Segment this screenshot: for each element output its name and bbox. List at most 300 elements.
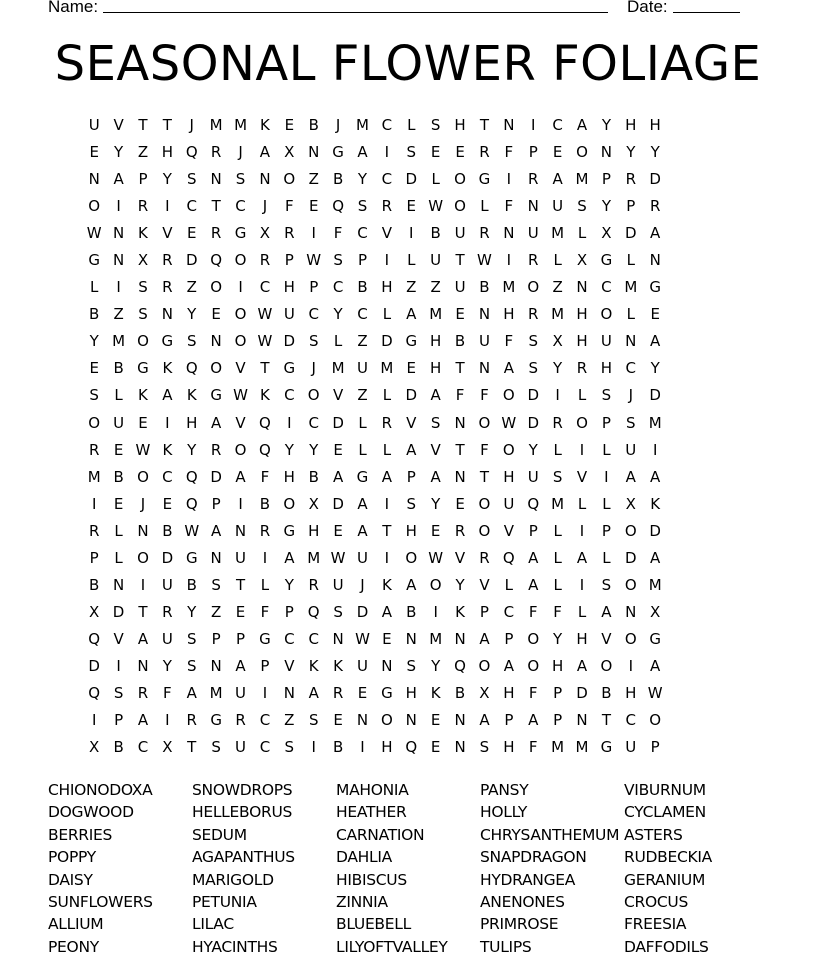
grid-letter: K <box>260 116 270 134</box>
grid-letter: W <box>257 305 273 324</box>
word-list-item: BLUEBELL <box>336 915 411 934</box>
grid-letter: N <box>454 413 466 432</box>
grid-letter: G <box>332 143 344 162</box>
grid-letter: I <box>116 656 121 675</box>
grid-letter: H <box>186 413 198 432</box>
grid-letter: C <box>284 386 295 405</box>
grid-letter: I <box>506 170 512 189</box>
grid-letter: R <box>210 224 222 243</box>
grid-letter: Q <box>307 602 320 621</box>
grid-letter: T <box>138 116 148 134</box>
grid-letter: B <box>454 683 466 702</box>
grid-letter: D <box>576 683 588 702</box>
grid-letter: M <box>648 575 662 594</box>
grid-letter: Q <box>210 251 223 270</box>
grid-letter: N <box>137 521 149 540</box>
grid-letter: D <box>625 224 637 243</box>
word-list-item: HYDRANGEA <box>480 870 576 889</box>
grid-letter: P <box>479 602 489 621</box>
word-list-item: HIBISCUS <box>336 870 407 889</box>
grid-letter: O <box>576 413 588 432</box>
grid-letter: F <box>480 386 489 405</box>
grid-letter: B <box>113 467 124 486</box>
grid-letter: C <box>625 359 637 378</box>
grid-letter: W <box>135 440 151 459</box>
grid-letter: F <box>260 467 270 486</box>
grid-letter: O <box>210 278 223 297</box>
grid-letter: B <box>332 738 344 757</box>
grid-letter: M <box>331 359 345 378</box>
grid-letter: H <box>576 629 588 648</box>
grid-letter: S <box>211 738 221 757</box>
grid-letter: A <box>576 548 588 567</box>
grid-letter: I <box>409 224 414 243</box>
grid-letter: P <box>601 170 611 189</box>
grid-letter: B <box>89 305 100 324</box>
grid-letter: T <box>260 359 270 378</box>
grid-letter: G <box>649 278 661 297</box>
grid-letter: E <box>235 602 246 621</box>
grid-letter: B <box>113 738 124 757</box>
grid-letter: P <box>553 711 563 730</box>
grid-letter: U <box>357 656 368 675</box>
grid-letter: N <box>649 251 661 270</box>
grid-letter: L <box>114 521 123 540</box>
grid-letter: N <box>600 143 613 162</box>
grid-letter: H <box>625 683 637 702</box>
grid-letter: U <box>527 467 539 486</box>
grid-letter: F <box>504 143 514 162</box>
grid-letter: V <box>235 413 246 432</box>
grid-letter: C <box>235 197 246 216</box>
grid-letter: M <box>551 494 565 513</box>
grid-letter: K <box>162 440 173 459</box>
grid-letter: R <box>479 548 490 567</box>
grid-letter: A <box>528 575 539 594</box>
grid-letter: R <box>259 251 271 270</box>
grid-letter: W <box>355 629 370 648</box>
grid-letter: R <box>332 683 344 702</box>
grid-letter: H <box>576 305 588 324</box>
grid-letter: N <box>259 170 271 189</box>
grid-letter: T <box>479 116 490 134</box>
grid-letter: O <box>234 332 247 351</box>
grid-letter: K <box>186 386 197 405</box>
grid-letter: Z <box>211 602 222 621</box>
word-list-item: AGAPANTHUS <box>192 848 295 867</box>
grid-letter: C <box>503 602 515 621</box>
grid-letter: X <box>89 602 100 621</box>
grid-letter: N <box>112 575 125 594</box>
grid-letter: O <box>527 629 540 648</box>
grid-letter: F <box>260 602 270 621</box>
grid-letter: N <box>112 224 125 243</box>
grid-letter: O <box>137 548 149 567</box>
date-label: Date: <box>627 0 668 16</box>
grid-letter: Y <box>89 332 99 351</box>
grid-letter: O <box>502 386 515 405</box>
grid-letter: G <box>234 224 247 243</box>
grid-letter: S <box>601 575 612 594</box>
word-list-item: DAFFODILS <box>624 937 709 956</box>
grid-letter: Y <box>187 602 197 621</box>
grid-letter: R <box>162 602 173 621</box>
grid-letter: X <box>284 143 295 162</box>
grid-letter: P <box>284 602 294 621</box>
grid-letter: U <box>235 548 247 567</box>
grid-letter: N <box>503 116 515 134</box>
grid-letter: R <box>259 521 271 540</box>
grid-letter: C <box>259 278 271 297</box>
grid-letter: E <box>455 305 465 324</box>
grid-letter: S <box>138 305 148 324</box>
grid-letter: E <box>406 197 417 216</box>
grid-letter: K <box>650 494 661 513</box>
grid-letter: D <box>356 602 369 621</box>
grid-letter: V <box>406 413 417 432</box>
grid-letter: Q <box>88 629 101 648</box>
grid-letter: N <box>234 521 247 540</box>
grid-letter: T <box>187 738 197 757</box>
grid-letter: D <box>332 494 344 513</box>
grid-letter: A <box>430 467 441 486</box>
grid-letter: V <box>235 359 246 378</box>
grid-letter: L <box>382 440 392 459</box>
grid-letter: H <box>503 683 515 702</box>
grid-letter: W <box>477 251 492 270</box>
grid-letter: A <box>650 224 661 243</box>
grid-letter: O <box>454 170 466 189</box>
word-list-item: LILAC <box>192 915 234 934</box>
grid-letter: Y <box>553 359 563 378</box>
grid-letter: E <box>406 359 417 378</box>
word-list-item: GERANIUM <box>624 870 706 889</box>
grid-letter: N <box>625 332 637 351</box>
grid-letter: I <box>311 738 316 757</box>
grid-letter: B <box>89 575 100 594</box>
grid-letter: I <box>238 278 243 297</box>
grid-letter: B <box>186 575 197 594</box>
grid-letter: Z <box>552 278 563 297</box>
grid-letter: L <box>553 548 562 567</box>
grid-letter: A <box>357 143 368 162</box>
grid-letter: H <box>283 278 295 297</box>
grid-letter: G <box>381 683 393 702</box>
grid-letter: P <box>260 656 270 675</box>
grid-letter: E <box>455 494 465 513</box>
grid-letter: N <box>161 305 173 324</box>
grid-letter: C <box>162 467 173 486</box>
word-list-item: PANSY <box>480 781 529 799</box>
grid-letter: Y <box>284 440 294 459</box>
grid-letter: Y <box>162 170 172 189</box>
grid-letter: N <box>405 629 417 648</box>
grid-letter: N <box>478 305 491 324</box>
grid-letter: I <box>384 548 390 567</box>
grid-letter: N <box>210 332 222 351</box>
grid-letter: X <box>552 332 563 351</box>
grid-letter: E <box>187 224 197 243</box>
grid-letter: B <box>454 332 466 351</box>
grid-letter: E <box>333 440 343 459</box>
grid-letter: I <box>604 467 609 486</box>
grid-letter: R <box>186 711 197 730</box>
grid-letter: H <box>161 143 173 162</box>
grid-letter: O <box>624 629 637 648</box>
grid-letter: S <box>308 711 319 730</box>
grid-letter: P <box>114 711 124 730</box>
grid-letter: O <box>307 386 320 405</box>
grid-letter: W <box>233 386 248 405</box>
grid-letter: S <box>357 197 368 216</box>
grid-letter: E <box>552 143 563 162</box>
grid-letter: U <box>161 629 173 648</box>
grid-letter: N <box>454 738 466 757</box>
grid-letter: T <box>162 116 172 134</box>
grid-letter: H <box>454 116 466 134</box>
grid-letter: U <box>357 548 368 567</box>
grid-letter: Y <box>357 170 368 189</box>
grid-letter: A <box>576 116 588 134</box>
date-line <box>673 12 740 13</box>
grid-letter: H <box>551 656 564 675</box>
grid-letter: N <box>625 602 637 621</box>
grid-letter: M <box>356 116 369 134</box>
grid-letter: D <box>332 413 344 432</box>
grid-letter: N <box>527 197 539 216</box>
grid-letter: F <box>504 197 514 216</box>
grid-letter: Z <box>186 278 197 297</box>
word-list-item: VIBURNUM <box>624 781 706 799</box>
grid-letter: F <box>163 683 172 702</box>
grid-letter: G <box>210 386 222 405</box>
word-list-item: ZINNIA <box>336 892 388 911</box>
grid-letter: K <box>138 386 148 405</box>
grid-letter: I <box>506 251 512 270</box>
word-list-item: CHIONODOXA <box>48 781 153 799</box>
grid-letter: L <box>577 224 587 243</box>
grid-letter: R <box>210 143 222 162</box>
grid-letter: F <box>455 386 465 405</box>
word-list-item: CYCLAMEN <box>624 803 706 822</box>
grid-letter: P <box>211 629 221 648</box>
grid-letter: V <box>576 467 588 486</box>
grid-letter: A <box>576 656 588 675</box>
grid-letter: U <box>552 197 564 216</box>
grid-letter: A <box>357 521 368 540</box>
grid-letter: M <box>648 413 662 432</box>
grid-letter: L <box>260 575 270 594</box>
grid-letter: C <box>284 629 295 648</box>
grid-letter: N <box>210 170 222 189</box>
grid-letter: O <box>527 656 540 675</box>
grid-letter: O <box>283 494 296 513</box>
word-list-item: HYACINTHS <box>192 937 278 956</box>
grid-letter: C <box>308 305 319 324</box>
grid-letter: S <box>333 602 343 621</box>
grid-letter: B <box>430 224 441 243</box>
grid-letter: R <box>284 224 295 243</box>
grid-letter: A <box>235 467 246 486</box>
grid-letter: Z <box>430 278 441 297</box>
grid-letter: U <box>625 738 637 757</box>
grid-letter: U <box>430 251 442 270</box>
word-list-item: ASTERS <box>624 825 683 844</box>
grid-letter: I <box>140 575 146 594</box>
word-list-item: ANENONES <box>480 892 565 911</box>
grid-letter: N <box>332 629 344 648</box>
grid-letter: A <box>113 170 124 189</box>
grid-letter: P <box>601 413 611 432</box>
grid-letter: E <box>162 494 173 513</box>
grid-letter: A <box>406 575 417 594</box>
grid-letter: J <box>140 494 146 513</box>
grid-letter: B <box>259 494 271 513</box>
grid-letter: N <box>356 711 369 730</box>
grid-letter: M <box>624 278 638 297</box>
grid-letter: R <box>479 143 490 162</box>
grid-letter: C <box>308 629 319 648</box>
grid-letter: V <box>332 386 344 405</box>
grid-letter: I <box>238 494 243 513</box>
grid-letter: S <box>528 359 538 378</box>
grid-letter: E <box>284 116 295 134</box>
grid-letter: Y <box>187 305 197 324</box>
grid-letter: D <box>649 521 661 540</box>
grid-letter: L <box>382 305 392 324</box>
grid-letter: O <box>478 413 491 432</box>
grid-letter: P <box>528 143 538 162</box>
word-list-item: SEDUM <box>192 825 247 844</box>
grid-letter: A <box>650 467 661 486</box>
grid-letter: O <box>454 197 466 216</box>
grid-letter: H <box>381 278 393 297</box>
grid-letter: D <box>405 170 418 189</box>
grid-letter: Y <box>626 143 636 162</box>
grid-letter: I <box>165 197 170 216</box>
word-list-item: RUDBECKIA <box>624 848 712 867</box>
grid-letter: K <box>162 359 173 378</box>
grid-letter: J <box>189 116 194 134</box>
grid-letter: F <box>528 602 538 621</box>
grid-letter: X <box>137 251 149 270</box>
grid-letter: M <box>429 629 443 648</box>
grid-letter: T <box>455 440 465 459</box>
grid-letter: U <box>113 413 125 432</box>
word-list-item: DAHLIA <box>336 848 392 867</box>
grid-letter: S <box>89 386 99 405</box>
grid-letter: O <box>478 494 491 513</box>
grid-letter: F <box>285 197 294 216</box>
grid-letter: H <box>503 738 515 757</box>
grid-letter: F <box>553 602 562 621</box>
grid-letter: X <box>650 602 661 621</box>
grid-letter: J <box>335 116 341 134</box>
grid-letter: O <box>137 467 149 486</box>
grid-letter: M <box>551 224 565 243</box>
grid-letter: S <box>333 251 343 270</box>
grid-letter: R <box>210 440 222 459</box>
grid-letter: Q <box>185 359 198 378</box>
grid-letter: A <box>308 683 319 702</box>
grid-letter: D <box>161 548 174 567</box>
grid-letter: M <box>209 116 223 134</box>
grid-letter: R <box>528 251 539 270</box>
grid-letter: V <box>430 440 441 459</box>
grid-letter: C <box>381 116 393 134</box>
grid-letter: W <box>184 521 200 540</box>
grid-letter: I <box>579 440 585 459</box>
word-list-item: DOGWOOD <box>48 803 134 822</box>
grid-letter: M <box>575 170 589 189</box>
grid-letter: A <box>625 467 636 486</box>
grid-letter: I <box>91 494 97 513</box>
grid-letter: O <box>478 656 491 675</box>
grid-letter: O <box>380 711 393 730</box>
grid-letter: P <box>309 278 319 297</box>
grid-letter: O <box>649 711 662 730</box>
grid-letter: H <box>430 332 442 351</box>
grid-letter: D <box>527 413 539 432</box>
grid-letter: L <box>577 386 587 405</box>
grid-letter: G <box>283 359 296 378</box>
grid-letter: U <box>625 440 637 459</box>
grid-letter: O <box>502 440 515 459</box>
grid-letter: R <box>552 413 563 432</box>
word-list-item: CHRYSANTHEMUM <box>480 825 620 844</box>
grid-letter: C <box>357 224 368 243</box>
word-list-item: PETUNIA <box>192 892 257 911</box>
grid-letter: E <box>430 143 441 162</box>
grid-letter: U <box>283 305 295 324</box>
grid-letter: A <box>211 413 222 432</box>
grid-letter: X <box>625 494 636 513</box>
grid-letter: P <box>236 629 246 648</box>
grid-letter: A <box>137 711 149 730</box>
grid-letter: U <box>161 575 173 594</box>
grid-letter: L <box>553 521 562 540</box>
grid-letter: X <box>89 738 100 757</box>
grid-letter: I <box>311 224 316 243</box>
grid-letter: E <box>430 521 441 540</box>
grid-letter: L <box>333 332 343 351</box>
grid-letter: X <box>162 738 173 757</box>
grid-letter: I <box>579 575 585 594</box>
grid-letter: P <box>553 683 563 702</box>
grid-letter: C <box>625 711 637 730</box>
grid-letter: L <box>626 251 635 270</box>
word-list-item: CARNATION <box>336 825 425 844</box>
grid-letter: N <box>454 711 466 730</box>
grid-letter: W <box>86 224 102 243</box>
grid-letter: A <box>650 332 661 351</box>
grid-letter: M <box>234 116 248 134</box>
grid-letter: T <box>382 521 392 540</box>
grid-letter: S <box>626 413 636 432</box>
grid-letter: T <box>211 197 221 216</box>
grid-letter: G <box>600 738 613 757</box>
grid-letter: J <box>311 359 316 378</box>
page-title: SEASONAL FLOWER FOLIAGE <box>54 36 762 92</box>
grid-letter: D <box>625 548 637 567</box>
grid-letter: E <box>333 711 343 730</box>
grid-letter: I <box>531 116 536 134</box>
grid-letter: N <box>478 359 491 378</box>
grid-letter: G <box>600 251 613 270</box>
grid-letter: W <box>257 332 273 351</box>
grid-letter: B <box>308 116 319 134</box>
grid-letter: D <box>527 386 539 405</box>
